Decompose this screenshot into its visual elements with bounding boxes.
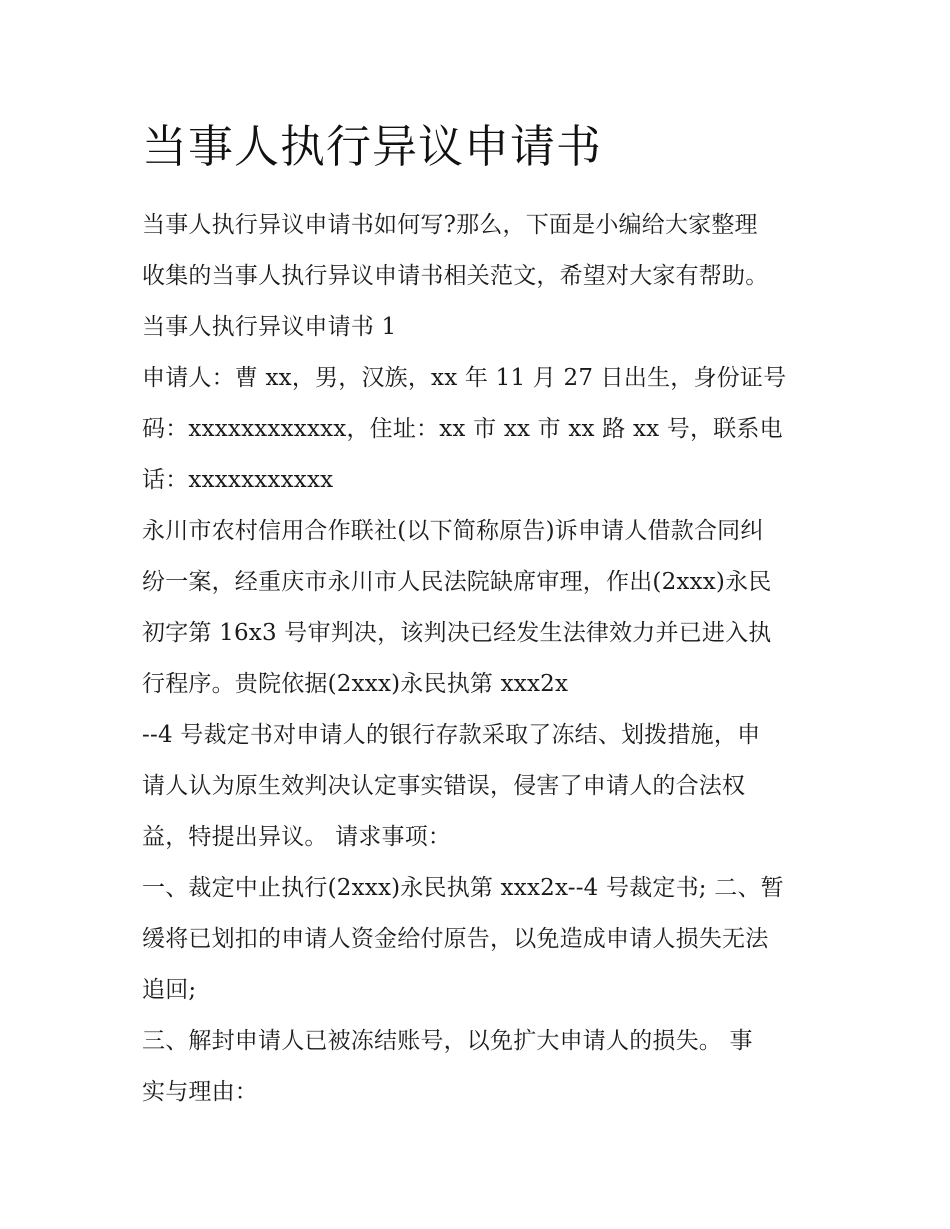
case-line-7: 益，特提出异议。 请求事项： xyxy=(142,824,452,850)
case-line-2: 纷一案，经重庆市永川市人民法院缺席审理，作出(2xxx)永民 xyxy=(142,569,772,595)
applicant-line-1: 申请人：曹 xx，男，汉族，xx 年 11 月 27 日出生，身份证号 xyxy=(142,365,787,391)
case-line-6: 请人认为原生效判决认定事实错误，侵害了申请人的合法权 xyxy=(142,773,746,799)
case-line-3: 初字第 16x3 号审判决，该判决已经发生法律效力并已进入执 xyxy=(142,620,772,646)
case-line-1: 永川市农村信用合作联社(以下简称原告)诉申请人借款合同纠 xyxy=(142,518,764,544)
intro-line-1: 当事人执行异议申请书如何写?那么，下面是小编给大家整理 xyxy=(142,212,758,238)
request-line-3: 追回; xyxy=(142,977,197,1003)
case-line-5: --4 号裁定书对申请人的银行存款采取了冻结、划拨措施，申 xyxy=(142,722,761,748)
applicant-line-2: 码：xxxxxxxxxxxx，住址：xx 市 xx 市 xx 路 xx 号，联系电 xyxy=(142,416,783,442)
request-line-4: 三、解封申请人已被冻结账号，以免扩大申请人的损失。 事 xyxy=(142,1028,753,1054)
document-body xyxy=(142,112,817,1118)
intro-line-2: 收集的当事人执行异议申请书相关范文，希望对大家有帮助。 xyxy=(142,263,769,289)
case-line-4: 行程序。贵院依据(2xxx)永民执第 xxx2x xyxy=(142,671,569,697)
request-line-1: 一、裁定中止执行(2xxx)永民执第 xxx2x--4 号裁定书; 二、暂 xyxy=(142,875,784,901)
document-title: 当事人执行异议申请书 xyxy=(142,120,603,173)
applicant-line-3: 话：xxxxxxxxxxx xyxy=(142,467,334,493)
facts-heading-line: 实与理由： xyxy=(142,1079,258,1105)
section-heading: 当事人执行异议申请书 1 xyxy=(142,314,397,340)
request-line-2: 缓将已划扣的申请人资金给付原告，以免造成申请人损失无法 xyxy=(142,926,769,952)
